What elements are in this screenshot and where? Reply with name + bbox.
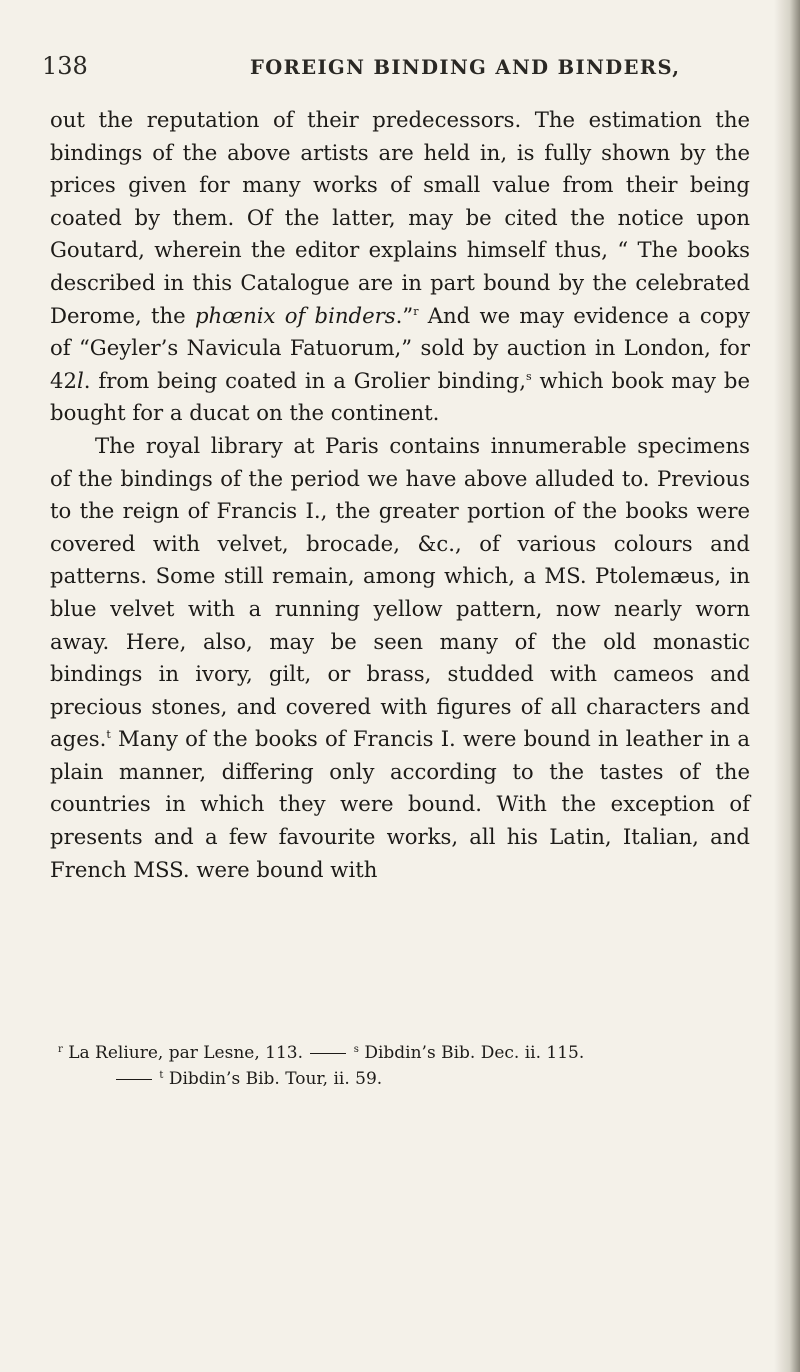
text-segment: .” [395,302,414,328]
page-number: 138 [42,52,88,80]
text-segment: . from being coated in a Grolier binding, [83,367,526,393]
paragraph [50,430,750,886]
footnote-line-2 [58,1066,758,1092]
footnote-reference: r [413,304,419,318]
footnote-text: La Reliure, par Lesne, 113. [68,1043,303,1063]
footnote-separator [116,1079,152,1080]
text-segment: And we may evidence a copy of “Geyler’s Navicula Fatuorum,” sold by auction in London, for 42 [50,302,750,393]
footnote-reference: s [525,369,532,383]
text-segment: l [76,367,84,393]
paragraph [50,104,750,430]
page-header [42,52,742,92]
footnote-line-1 [58,1040,758,1066]
body-text [50,104,750,886]
footnote-mark: t [159,1070,164,1081]
footnote-reference: t [106,728,111,742]
running-head: FOREIGN BINDING AND BINDERS, [250,56,681,79]
text-segment: Many of the books of Francis I. were bound in leather in a plain manner, differing only according to the tastes of the countries in which they were bound. With the exception of presents and a few favourite works, all his Latin, Italian, and French MSS. were bound with [50,726,750,882]
footnotes [58,1040,758,1092]
footnote-text: Dibdin’s Bib. Dec. ii. 115. [364,1043,585,1063]
text-segment: out the reputation of their predecessors. The estimation the bindings of the above artists are held in, is fully shown by the prices given for many works of small value from their being coated by them. Of the latter, may be cited the notice upon Goutard, wherein the editor explains himself thus, “ The books described in this Catalogue are in part bound by the celebrated Derome, the [50,107,750,328]
page-edge-shadow [774,0,800,1372]
text-segment: phœnix of binders [194,302,396,328]
text-segment: The royal library at Paris contains innumerable specimens of the bindings of the period we have above alluded to. Previous to the reign of Francis I., the greater portion of the books were covered with velvet, brocade, &c., of various colours and patterns. Some still remain, among which, a MS. Ptolemæus, in blue velvet with a running yellow pattern, now nearly worn away. Here, also, may be seen many of the old monastic bindings in ivory, gilt, or brass, studded with cameos and precious stones, and covered with figures of all characters and ages. [50,432,750,752]
footnote-mark: r [58,1044,63,1055]
footnote-text: Dibdin’s Bib. Tour, ii. 59. [168,1069,383,1089]
footnote-separator [310,1053,346,1054]
footnote-mark: s [353,1044,359,1055]
text-segment: which book may be bought for a ducat on the continent. [50,367,750,426]
